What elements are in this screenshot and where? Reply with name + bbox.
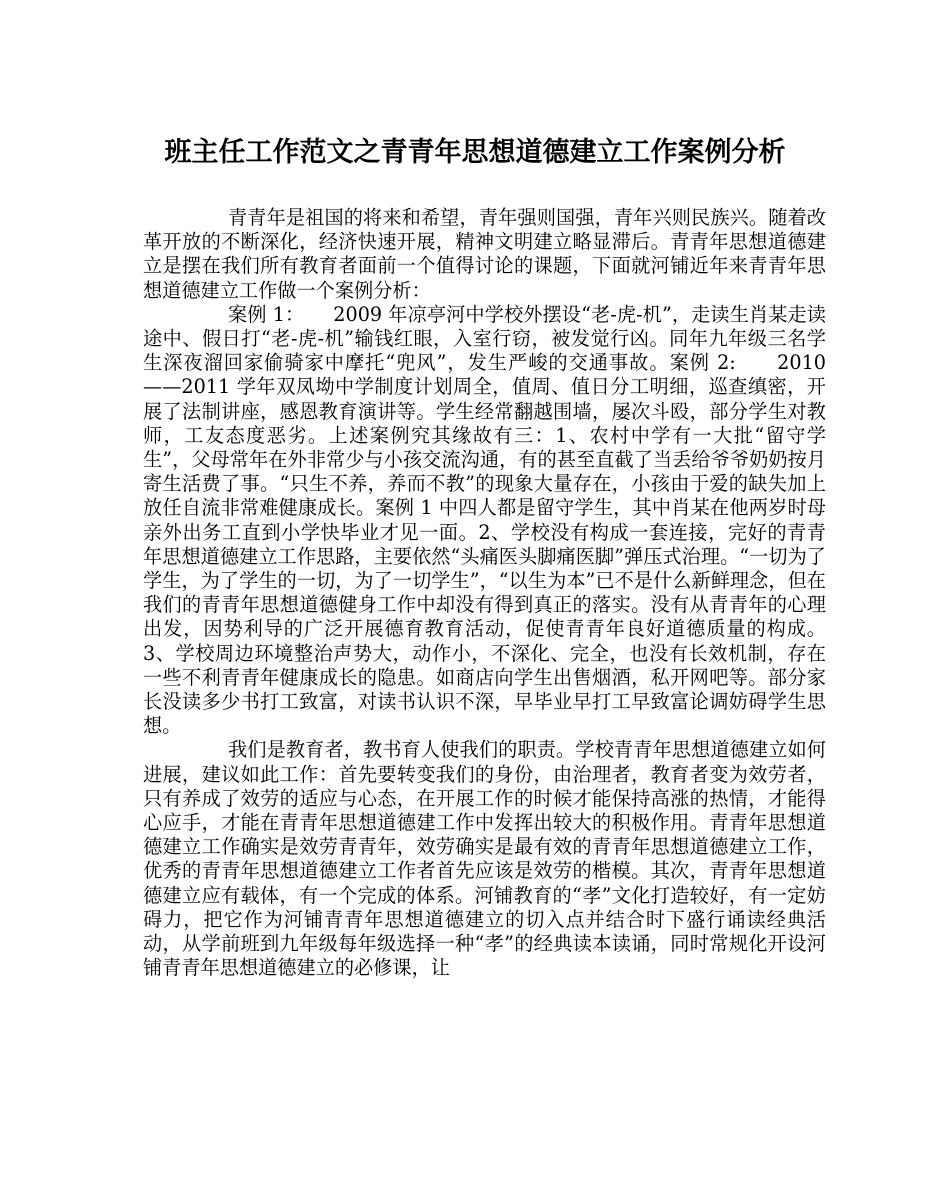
paragraph-suggestions: 我们是教育者，教书育人使我们的职责。学校青青年思想道德建立如何进展，建议如此工作：首先要转变我们的身份，由治理者，教育者变为效劳者，只有养成了效劳的适应与心态，在开展工作的时候才能保持高涨的热情，才能得心应手，才能在青青年思想道德建工作中发挥出较大的积极作用。青青年思想道德建立工作确实是效劳青青年，效劳确实是最有效的青青年思想道德建立工作，优秀的青青年思想道德建立工作者首先应该是效劳的楷模。其次，青青年思想道德建立应有载体，有一个完成的体系。河铺教育的“孝”文化打造较好，有一定妨碍力，把它作为河铺青青年思想道德建立的切入点并结合时下盛行诵读经典活动，从学前班到九年级每年级选择一种“孝”的经典读本读诵，同时常规化开设河铺青青年思想道德建立的必修课，让 (143, 738, 826, 980)
paragraph-cases: 案例 1： 2009 年凉亭河中学校外摆设“老-虎-机”，走读生肖某走读途中、假日打“老-虎-机”输钱红眼，入室行窃，被发觉行凶。同年九年级三名学生深夜溜回家偷骑家中摩托“兜风”，发生严峻的交通事故。案例 2: 2010——2011 学年双凤坳中学制度计划周全，值周、值日分工明细，巡查缜密，开展了法制讲座，感恩教育演讲等。学生经常翻越围墙，屡次斗殴，部分学生对教师，工友态度恶劣。上述案例究其缘故有三：1、农村中学有一大批“留守学生”，父母常年在外非常少与小孩交流沟通，有的甚至直截了当丢给爷爷奶奶按月寄生活费了事。“只生不养，养而不教”的现象大量存在，小孩由于爱的缺失加上放任自流非常难健康成长。案例 1 中四人都是留守学生，其中肖某在他两岁时母亲外出务工直到小学快毕业才见一面。2、学校没有构成一套连接，完好的青青年思想道德建立工作思路，主要依然“头痛医头脚痛医脚”弹压式治理。“一切为了学生，为了学生的一切，为了一切学生”，“以生为本”已不是什么新鲜理念，但在我们的青青年思想道德健身工作中却没有得到真正的落实。没有从青青年的心理出发，因势利导的广泛开展德育教育活动，促使青青年良好道德质量的构成。3、学校周边环境整治声势大，动作小，不深化、完全，也没有长效机制，存在一些不利青青年健康成长的隐患。如商店向学生出售烟酒，私开网吧等。部分家长没读多少书打工致富，对读书认识不深，早毕业早打工早致富论调妨碍学生思想。 (143, 302, 826, 738)
document-body (143, 206, 826, 981)
paragraph-intro: 青青年是祖国的将来和希望，青年强则国强，青年兴则民族兴。随着改革开放的不断深化，经济快速开展，精神文明建立略显滞后。青青年思想道德建立是摆在我们所有教育者面前一个值得讨论的课题，下面就河铺近年来青青年思想道德建立工作做一个案例分析： (143, 206, 826, 302)
document-title: 班主任工作范文之青青年思想道德建立工作案例分析 (164, 137, 786, 168)
